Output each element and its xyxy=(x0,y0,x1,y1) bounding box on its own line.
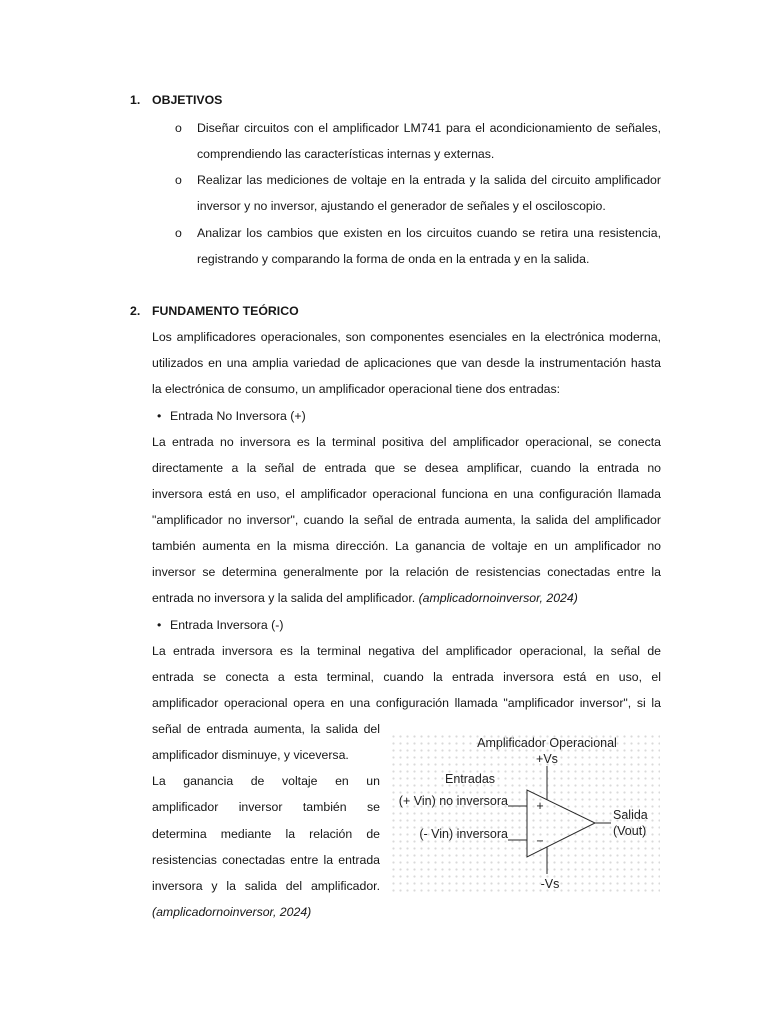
minus-sign: − xyxy=(536,834,544,848)
list-marker: o xyxy=(175,121,182,135)
paragraph-line: resistencias conectadas entre la entrada xyxy=(152,852,380,867)
diagram-title: Amplificador Operacional xyxy=(477,736,617,750)
list-item xyxy=(175,220,661,272)
paragraph-line: la electrónica de consumo, un amplificador operacional tiene dos entradas: xyxy=(152,382,561,397)
supply-positive-label: +Vs xyxy=(536,752,558,766)
no-inversora-paragraph xyxy=(152,429,661,612)
list-item-text: Realizar las mediciones de voltaje en la entrada y la salida del circuito amplificador xyxy=(197,173,661,188)
inputs-label: Entradas xyxy=(444,772,496,786)
noninverting-input-label: (+ Vin) no inversora xyxy=(398,794,508,808)
bullet-text: Entrada Inversora (-) xyxy=(170,617,284,632)
list-item xyxy=(175,115,661,167)
section-title: FUNDAMENTO TEÓRICO xyxy=(152,304,299,318)
paragraph-line: inversora está en uso, el amplificador operacional funciona en una configuración llamada xyxy=(152,486,661,501)
paragraph-line: directamente a la señal de entrada que se desea amplificar, cuando la entrada no xyxy=(152,460,661,475)
list-item-line xyxy=(175,220,661,246)
paragraph-line: inversor se determina generalmente por la relación de resistencias conectadas entre la xyxy=(152,565,661,580)
paragraph-line: Los amplificadores operacionales, son componentes esenciales en la electrónica moderna, xyxy=(152,330,661,345)
paragraph-line: amplificador inversor también se xyxy=(152,800,380,815)
paragraph-line: también aumenta en la misma dirección. La ganancia de voltaje en un amplificador no xyxy=(152,539,661,554)
paragraph-line: La entrada inversora es la terminal negativa del amplificador operacional, la señal de xyxy=(152,643,661,658)
output-label: Salida xyxy=(613,808,648,822)
paragraph-line: amplificador operacional opera en una configuración llamada "amplificador inversor", si la xyxy=(152,695,661,710)
paragraph-line: utilizados en una amplia variedad de aplicaciones que van desde la instrumentación hasta xyxy=(152,356,661,371)
paragraph-line: inversora y la salida del amplificador. xyxy=(152,878,380,893)
inverting-input-label: (- Vin) inversora xyxy=(419,827,508,841)
list-item-text: Diseñar circuitos con el amplificador LM741 para el acondicionamiento de señales, xyxy=(197,121,661,135)
bullet-marker: • xyxy=(157,617,162,632)
paragraph-line: La entrada no inversora es la terminal positiva del amplificador operacional, se conecta xyxy=(152,434,661,449)
list-marker: o xyxy=(175,225,182,240)
list-item-line: inversor y no inversor, ajustando el generador de señales y el osciloscopio. xyxy=(197,199,606,214)
list-item-line xyxy=(175,115,661,141)
section-heading-fundamento xyxy=(130,298,661,324)
paragraph-line: La ganancia de voltaje en un xyxy=(152,774,380,789)
paragraph-line: determina mediante la relación de xyxy=(152,826,380,841)
plus-sign: + xyxy=(536,799,544,813)
section-heading-objetivos xyxy=(130,87,222,113)
paragraph-line xyxy=(152,585,661,611)
citation: (amplicadornoinversor, 2024) xyxy=(152,904,312,919)
supply-negative-label: -Vs xyxy=(540,877,560,891)
bullet-heading-no-inversora xyxy=(152,403,661,429)
output-value-label: (Vout) xyxy=(613,824,647,838)
paragraph-line: amplificador disminuye, y viceversa. xyxy=(152,748,349,763)
list-item-line: comprendiendo las características internas y externas. xyxy=(197,147,495,162)
paragraph-line-text: entrada no inversora y la salida del amplificador. xyxy=(152,591,416,606)
objectives-list xyxy=(175,115,661,272)
paragraph-line: señal de entrada aumenta, la salida del xyxy=(152,722,380,736)
list-item-line: registrando y comparando la forma de onda en la entrada y en la salida. xyxy=(197,251,590,266)
list-marker: o xyxy=(175,173,182,188)
intro-paragraph xyxy=(152,324,661,402)
bullet-marker: • xyxy=(157,408,162,423)
opamp-diagram xyxy=(390,733,660,893)
section-number: 2. xyxy=(130,304,141,318)
paragraph-line: entrada se conecta a esta terminal, cuando la entrada inversora está en uso, el xyxy=(152,669,661,684)
list-item-text: Analizar los cambios que existen en los circuitos cuando se retira una resistencia, xyxy=(197,225,661,240)
section-number: 1. xyxy=(130,93,141,107)
paragraph-line: "amplificador no inversor", cuando la señal de entrada aumenta, la salida del amplificador xyxy=(152,513,661,527)
bullet-heading-inversora xyxy=(152,612,661,638)
section-title: OBJETIVOS xyxy=(152,93,223,107)
list-item xyxy=(175,167,661,219)
list-item-line xyxy=(175,167,661,193)
bullet-text: Entrada No Inversora (+) xyxy=(170,408,306,423)
citation: (amplicadornoinversor, 2024) xyxy=(418,591,578,606)
opamp-diagram-svg xyxy=(390,733,660,893)
